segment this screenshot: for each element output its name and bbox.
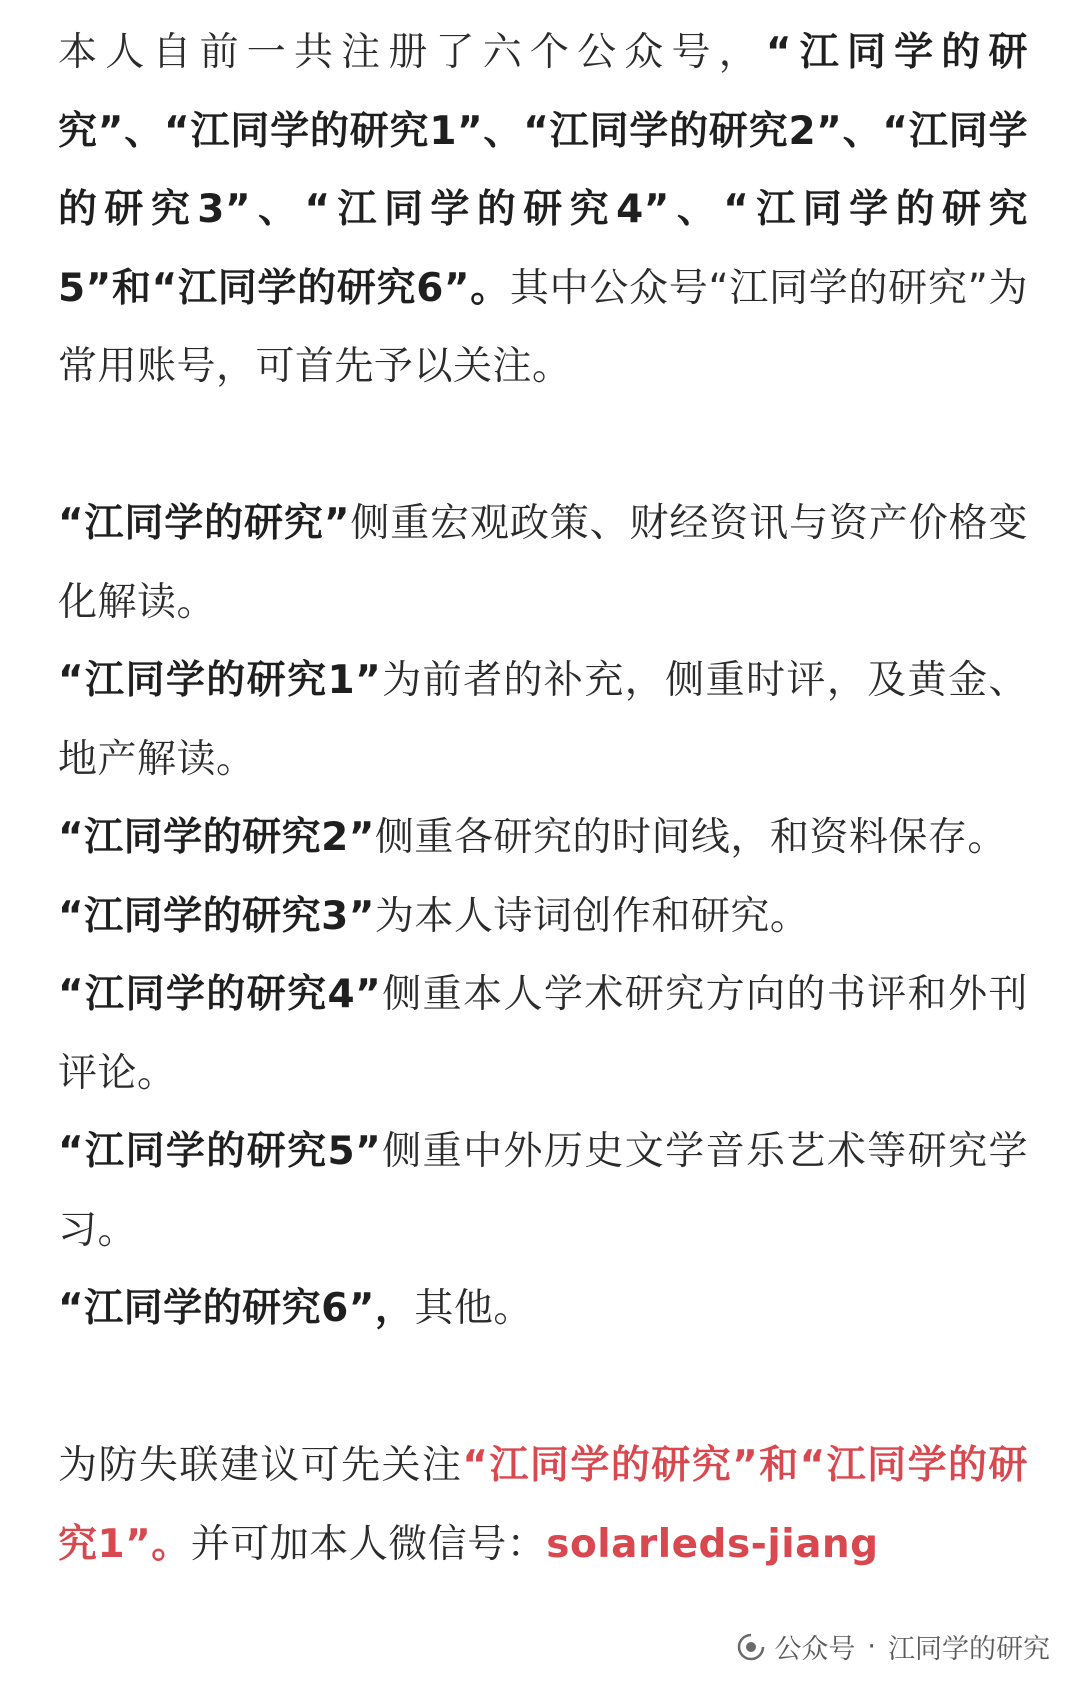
recommended-accounts: “江同学的研究”和“江同学的研究1”。 <box>58 1443 1028 1567</box>
account-desc: 侧重中外历史文学音乐艺术等研究学习。 <box>58 1129 1028 1253</box>
closing-paragraph <box>58 1427 1028 1584</box>
closing-text-2: 并可加本人微信号： <box>190 1521 547 1567</box>
account-name: “江同学的研究3” <box>58 893 375 939</box>
account-list-bold: “江同学的研究”、“江同学的研究1”、“江同学的研究2”、“江同学的研究3”、“江同学的研究4”、“江同学的研究5”和“江同学的研究6”。 <box>58 30 1028 311</box>
account-name: “江同学的研究4” <box>58 972 382 1017</box>
account-description <box>58 956 1028 1113</box>
intro-text-2: 其中公众号“江同学的研究”为常用账号，可首先予以关注。 <box>58 265 1028 389</box>
account-desc: 侧重宏观政策、财经资讯与资产价格变化解读。 <box>58 501 1028 625</box>
wechat-official-account-icon <box>736 1632 766 1662</box>
account-description <box>58 485 1028 642</box>
intro-text-1: 本人自前一共注册了六个公众号， <box>58 30 766 75</box>
spacer <box>58 407 1028 486</box>
article-body <box>58 14 1028 1584</box>
watermark <box>730 1625 1056 1668</box>
account-name: “江同学的研究” <box>58 501 350 546</box>
account-name: “江同学的研究5” <box>58 1129 382 1174</box>
account-name: “江同学的研究6”， <box>58 1286 415 1331</box>
watermark-label: 公众号 <box>774 1634 856 1665</box>
account-desc: 为前者的补充，侧重时评，及黄金、地产解读。 <box>58 658 1028 782</box>
closing-text-1: 为防失联建议可先关注 <box>58 1443 463 1488</box>
account-description <box>58 642 1028 799</box>
account-description <box>58 1270 1028 1349</box>
account-description <box>58 799 1028 878</box>
account-desc: 侧重各研究的时间线，和资料保存。 <box>374 815 1007 860</box>
account-desc: 侧重本人学术研究方向的书评和外刊评论。 <box>58 972 1028 1096</box>
wechat-id: solarleds-jiang <box>546 1521 879 1567</box>
watermark-account: 江同学的研究 <box>888 1634 1050 1665</box>
account-name: “江同学的研究2” <box>58 815 375 860</box>
account-name: “江同学的研究1” <box>58 658 382 703</box>
watermark-separator: · <box>867 1631 876 1662</box>
intro-paragraph <box>58 14 1028 407</box>
account-description <box>58 878 1028 957</box>
spacer <box>58 1349 1028 1428</box>
account-desc: 为本人诗词创作和研究。 <box>374 893 810 939</box>
account-desc: 其他。 <box>414 1286 533 1331</box>
account-description <box>58 1113 1028 1270</box>
